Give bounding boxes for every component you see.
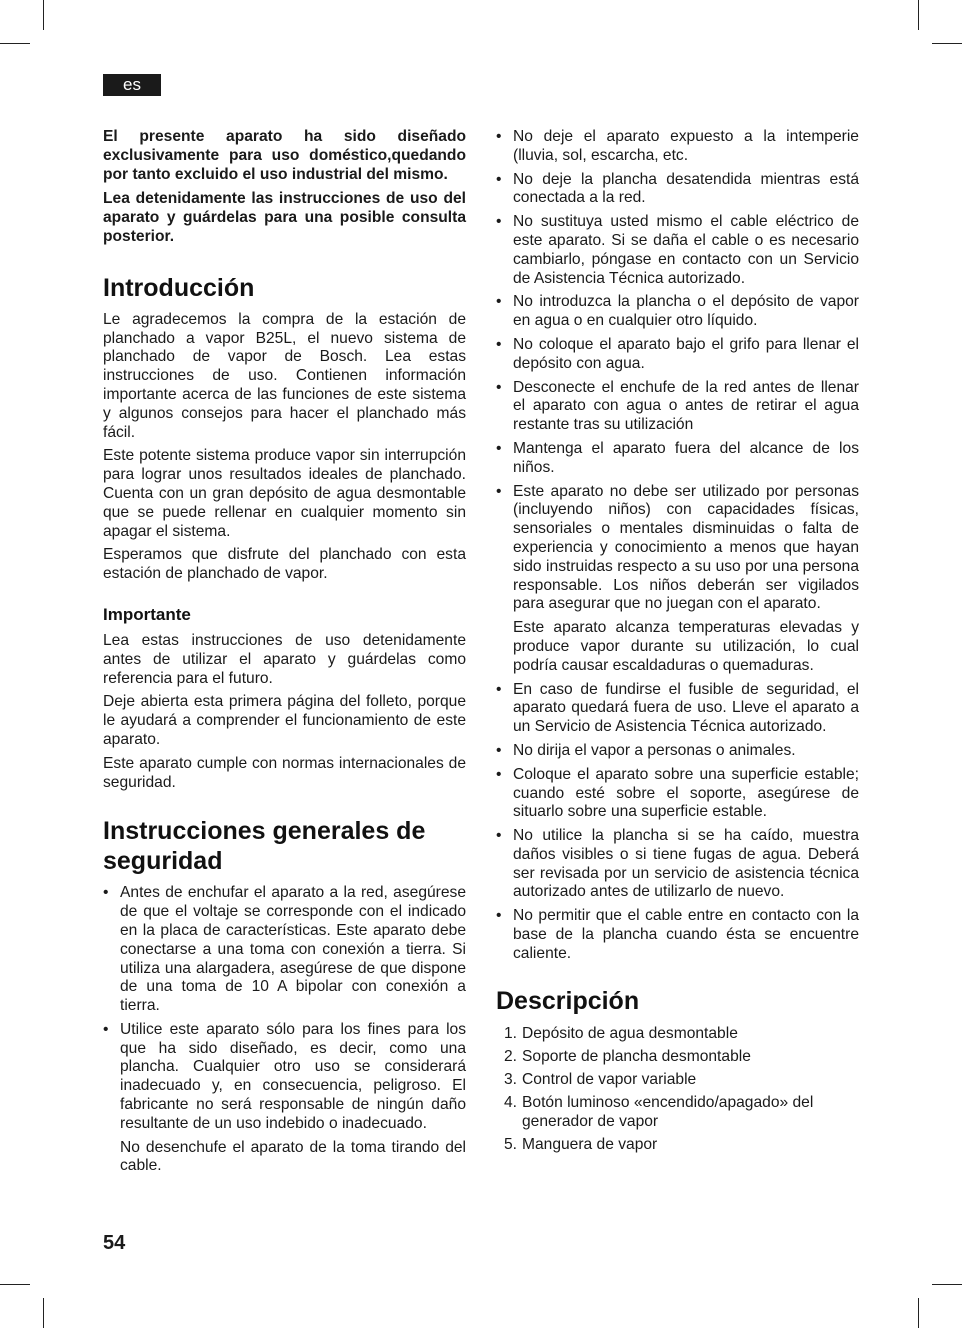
list-item xyxy=(496,128,859,166)
item-text: Control de vapor variable xyxy=(522,1070,697,1088)
list-item xyxy=(496,379,859,435)
left-column xyxy=(103,128,466,1181)
intro-paragraph: El presente aparato ha sido diseñado exclusivamente para uso doméstico,quedando por tanto excluido el uso industrial del mismo. xyxy=(103,128,466,183)
list-item xyxy=(496,483,859,676)
section-title-importante: Importante xyxy=(103,604,191,624)
safety-list xyxy=(103,884,466,1176)
list-item-text: • No coloque el aparato bajo el grifo para llenar el depósito con agua. xyxy=(513,335,859,372)
list-item-text: • Antes de enchufar el aparato a la red, asegúrese de que el voltaje se corresponde con el indicado en la placa de características. Este aparato debe conectarse a una toma con conexión a tierra. Si utiliza una alargadera, asegúrese de que dispone de una toma de 10 A bipolar con conexión a tierra. xyxy=(120,884,466,1015)
language-tag: es xyxy=(103,74,161,96)
parts-list xyxy=(496,1024,859,1154)
list-item-extra: Este aparato alcanza temperaturas elevadas y produce vapor durante su utilización, lo cual podría causar escaldaduras o quemaduras. xyxy=(513,619,859,674)
parts-list-item xyxy=(496,1024,859,1043)
crop-mark xyxy=(918,1298,919,1328)
item-text: Botón luminoso «encendido/apagado» del generador de vapor xyxy=(522,1093,814,1130)
list-item-text: • Coloque el aparato sobre una superficie estable; cuando esté sobre el soporte, asegúrese de situarlo sobre una superficie estable. xyxy=(513,765,859,821)
paragraph: Esperamos que disfrute del planchado con esta estación de planchado de vapor. xyxy=(103,546,466,583)
list-item xyxy=(496,213,859,288)
item-number: 2. xyxy=(504,1047,518,1065)
list-item xyxy=(103,1021,466,1176)
crop-mark xyxy=(918,0,919,30)
list-item-extra: No desenchufe el aparato de la toma tirando del cable. xyxy=(120,1138,466,1175)
parts-list-item xyxy=(496,1070,859,1089)
paragraph: Lea estas instrucciones de uso detenidamente antes de utilizar el aparato y guárdelas como referencia para el futuro. xyxy=(103,631,466,687)
section-title-introduccion: Introducción xyxy=(103,273,255,302)
list-item-text: • Mantenga el aparato fuera del alcance de los niños. xyxy=(513,439,859,476)
item-number: 5. xyxy=(504,1135,518,1153)
list-item xyxy=(496,440,859,478)
list-item xyxy=(496,293,859,331)
parts-list-item xyxy=(496,1135,859,1154)
item-text: Depósito de agua desmontable xyxy=(522,1024,738,1042)
paragraph: Este aparato cumple con normas internacionales de seguridad. xyxy=(103,754,466,791)
list-item xyxy=(496,742,859,761)
list-item xyxy=(496,766,859,822)
page-number: 54 xyxy=(103,1232,126,1254)
list-item-text: • No utilice la plancha si se ha caído, muestra daños visibles o si tiene fugas de agua. Deberá ser revisada por un servicio de asistencia técnica autorizado antes de utilizarlo de nuevo. xyxy=(513,827,859,901)
section-title-descripcion: Descripción xyxy=(496,986,640,1015)
list-item-text: • No dirija el vapor a personas o animales. xyxy=(513,741,796,759)
list-item-text: • No introduzca la plancha o el depósito de vapor en agua o en cualquier otro líquido. xyxy=(513,293,859,330)
section-title-seguridad: Instrucciones generales de seguridad xyxy=(103,817,426,876)
crop-mark xyxy=(932,43,962,44)
crop-mark xyxy=(0,43,30,44)
crop-mark xyxy=(0,1284,30,1285)
list-item-text: • No deje la plancha desatendida mientras está conectada a la red. xyxy=(513,170,859,207)
list-item xyxy=(496,681,859,737)
list-item-text: • En caso de fundirse el fusible de seguridad, el aparato quedará fuera de uso. Lleve el aparato a un Servicio de Asistencia Técnica autorizado. xyxy=(513,680,859,736)
list-item xyxy=(496,907,859,963)
list-item xyxy=(496,171,859,209)
parts-list-item xyxy=(496,1047,859,1066)
list-item-text: • Desconecte el enchufe de la red antes de llenar el aparato con agua o antes de retirar el agua restante tras su utilización xyxy=(513,378,859,434)
item-number: 1. xyxy=(504,1024,518,1042)
list-item xyxy=(496,827,859,902)
safety-list-continued xyxy=(496,128,859,964)
item-number: 3. xyxy=(504,1070,518,1088)
list-item-text: • Este aparato no debe ser utilizado por personas (incluyendo niños) con capacidades físicas, sensoriales o mentales disminuidas o falta de experiencia y conocimiento a menos que hayan sido instruidas respecto a su uso por una persona responsable. Los niños deberán ser vigilados para asegurar que no juegan con el aparato. xyxy=(513,482,859,613)
paragraph: Le agradecemos la compra de la estación de planchado a vapor B25L, el nuevo sistema de planchado de vapor de Bosch. Lea estas instrucciones de uso. Contienen información importante acerca de las funciones de este sistema y algunos consejos para hacer el planchado más fácil. xyxy=(103,310,466,441)
paragraph: Este potente sistema produce vapor sin interrupción para lograr unos resultados ideales de planchado. Cuenta con un gran depósito de agua desmontable que se puede rellenar en cualquier momento sin apagar el sistema. xyxy=(103,447,466,540)
item-text: Manguera de vapor xyxy=(522,1135,658,1153)
crop-mark xyxy=(43,0,44,30)
intro-notice xyxy=(103,128,466,247)
parts-list-item xyxy=(496,1093,859,1131)
right-column xyxy=(496,128,859,1158)
list-item xyxy=(496,336,859,374)
paragraph: Deje abierta esta primera página del folleto, porque le ayudará a comprender el funcionamiento de este aparato. xyxy=(103,693,466,748)
list-item xyxy=(103,884,466,1016)
list-item-text: • No sustituya usted mismo el cable eléctrico de este aparato. Si se daña el cable o es necesario cambiarlo, póngase en contacto con un Servicio de Asistencia Técnica autorizado. xyxy=(513,213,859,287)
list-item-text: • No permitir que el cable entre en contacto con la base de la plancha cuando ésta se encuentre caliente. xyxy=(513,907,859,962)
list-item-text: • Utilice este aparato sólo para los fines para los que ha sido diseñado, es decir, como una plancha. Cualquier otro uso se considerará inadecuado y, en consecuencia, peligroso. El fabricante no será responsable de ningún daño resultante de un uso indebido o inadecuado. xyxy=(120,1020,466,1132)
item-number: 4. xyxy=(504,1093,518,1111)
crop-mark xyxy=(932,1284,962,1285)
crop-mark xyxy=(43,1298,44,1328)
item-text: Soporte de plancha desmontable xyxy=(522,1047,751,1065)
list-item-text: • No deje el aparato expuesto a la intemperie (lluvia, sol, escarcha, etc. xyxy=(513,128,859,164)
intro-paragraph: Lea detenidamente las instrucciones de uso del aparato y guárdelas para una posible consulta posterior. xyxy=(103,190,466,245)
